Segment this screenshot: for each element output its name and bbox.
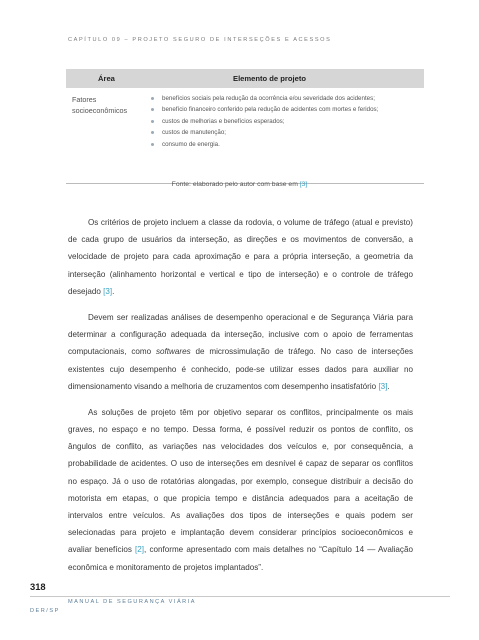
list-item: consumo de energia. bbox=[151, 140, 423, 149]
area-label-line1: Fatores bbox=[72, 95, 97, 104]
bullet-icon bbox=[151, 131, 154, 134]
area-label-line2: socioeconômicos bbox=[72, 105, 128, 115]
bullet-icon bbox=[151, 97, 154, 100]
reference-link[interactable]: [2] bbox=[135, 545, 145, 555]
bullet-icon bbox=[151, 108, 154, 111]
elements-table bbox=[66, 69, 424, 183]
paragraph: Os critérios de projeto incluem a classe da rodovia, o volume de tráfego (atual e previsto) de cada grupo de usuários da interseção, as direções e os movimentos de conversão, a velocidade de projeto para cada aproximação e para a própria interseção, a geometria da interseção (alinhamento horizontal e vertical e tipo de interseção) e o controle de tráfego desejado [3]. bbox=[68, 218, 413, 296]
reference-link[interactable]: [3] bbox=[299, 181, 308, 188]
list-item: benefício financeiro conferido pela redução de acidentes com mortes e feridos; bbox=[151, 105, 423, 114]
list-item: custos de manutenção; bbox=[151, 128, 423, 137]
reference-link[interactable]: [3] bbox=[378, 381, 388, 391]
list-item: benefícios sociais pela redução da ocorrência e/ou severidade dos acidentes; bbox=[151, 94, 423, 103]
element-list bbox=[151, 94, 423, 151]
body-text bbox=[68, 214, 413, 576]
column-header-area: Área bbox=[98, 74, 115, 83]
table-row bbox=[66, 88, 424, 183]
reference-link[interactable]: [3] bbox=[103, 286, 113, 296]
page-number: 318 bbox=[30, 581, 46, 592]
footer-divider bbox=[30, 596, 450, 597]
bullet-icon bbox=[151, 120, 154, 123]
footer-title: MANUAL DE SEGURANÇA VIÁRIA bbox=[68, 599, 197, 605]
column-header-element: Elemento de projeto bbox=[233, 74, 306, 83]
table-source: Fonte: elaborado pelo autor com base em [3] bbox=[171, 181, 308, 188]
italic-term: softwares bbox=[155, 347, 191, 357]
table-header bbox=[66, 69, 424, 88]
bullet-icon bbox=[151, 143, 154, 146]
paragraph: As soluções de projeto têm por objetivo separar os conflitos, principalmente os mais graves, no espaço e no tempo. Dessa forma, é possível reduzir os pontos de conflito, os ângulos de conflito, as variações nas velocidades dos veículos e, por consequência, a probabilidade de acidentes. O uso de interseções em desnível é capaz de separar os conflitos no espaço. Já o uso de rotatórias alongadas, por exemplo, consegue distribuir a decisão do motorista em etapas, o que propicia tempo e distância adequados para a aceitação de intervalos entre veículos. As avaliações dos tipos de interseções e quais podem ser selecionadas para projeto e implantação devem considerar princípios socioeconômicos e avaliar benefícios [2], conforme apresentado com mais detalhes no “Capítulo 14 — Avaliação econômica e monitoramento de projetos implantados”. bbox=[68, 407, 413, 572]
running-head: CAPÍTULO 09 – PROJETO SEGURO DE INTERSEÇÕES E ACESSOS bbox=[68, 37, 332, 43]
paragraph: Devem ser realizadas análises de desempenho operacional e de Segurança Viária para determinar a configuração adequada da interseção, inclusive com o apoio de ferramentas computacionais, como softwares de microssimulação de tráfego. No caso de interseções existentes cujo desempenho é conhecido, pode-se utilizar esses dados para auxiliar no dimensionamento visando a melhoria de cruzamentos com desempenho insatisfatório [3]. bbox=[68, 312, 413, 391]
footer-org: DER/SP bbox=[30, 608, 60, 614]
list-item: custos de melhorias e benefícios esperados; bbox=[151, 117, 423, 126]
area-cell bbox=[72, 95, 148, 116]
